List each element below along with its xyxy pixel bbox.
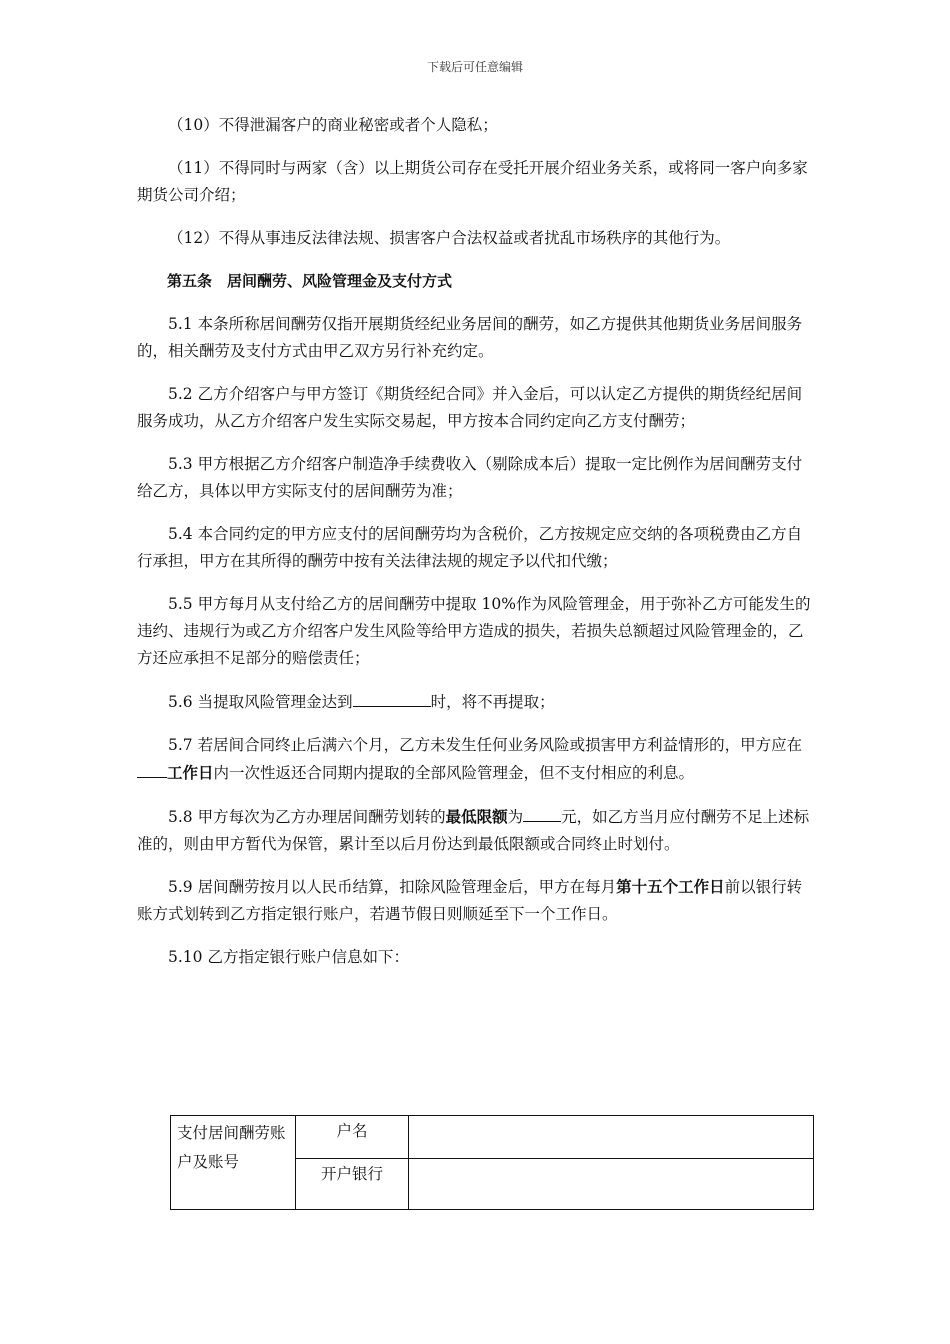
table-row — [171, 1116, 814, 1159]
refund-days-blank[interactable] — [137, 759, 167, 778]
account-name-label: 户名 — [296, 1116, 409, 1159]
clause-5-1: 5.1 本条所称居间酬劳仅指开展期货经纪业务居间的酬劳，如乙方提供其他期货业务居间服务的，相关酬劳及支付方式由甲乙双方另行补充约定。 — [137, 315, 803, 360]
clause-5-6-text-a: 5.6 当提取风险管理金达到 — [168, 693, 353, 711]
clause-5-8 — [137, 803, 813, 858]
bank-value[interactable] — [409, 1159, 814, 1210]
clause-5-9 — [137, 874, 813, 928]
clause-5-8-text-a: 5.8 甲方每次为乙方办理居间酬劳划转的 — [168, 808, 446, 826]
clause-5-10: 5.10 乙方指定银行账户信息如下： — [168, 948, 409, 966]
article-5-heading: 第五条 居间酬劳、风险管理金及支付方式 — [167, 272, 453, 290]
clause-5-6-text-b: 时，将不再提取； — [430, 693, 555, 711]
clause-5-3: 5.3 甲方根据乙方介绍客户制造净手续费收入（剔除成本后）提取一定比例作为居间酬劳支付给乙方，具体以甲方实际支付的居间酬劳为准； — [137, 455, 803, 500]
clause-5-7-text-b: 内一次性返还合同期内提取的全部风险管理金，但不支付相应的利息。 — [213, 764, 695, 782]
clause-5-7-text-a: 5.7 若居间合同终止后满六个月，乙方未发生任何业务风险或损害甲方利益情形的，甲方应在 — [168, 736, 803, 754]
bank-account-table — [170, 1115, 814, 1210]
page-header: 下载后可任意编辑 — [426, 60, 523, 74]
account-name-value[interactable] — [409, 1116, 814, 1159]
clause-5-9-bold: 第十五个工作日 — [616, 878, 725, 896]
clause-5-9-text-a: 5.9 居间酬劳按月以人民币结算，扣除风险管理金后，甲方在每月 — [168, 878, 617, 896]
clause-item-10: （10）不得泄漏客户的商业秘密或者个人隐私； — [168, 116, 498, 134]
clause-5-8-text-b: 为 — [507, 808, 524, 826]
clause-5-7-bold: 工作日 — [167, 764, 214, 782]
bank-label: 开户银行 — [296, 1159, 409, 1210]
clause-5-8-bold: 最低限额 — [445, 808, 508, 826]
clause-5-5: 5.5 甲方每月从支付给乙方的居间酬劳中提取 10%作为风险管理金，用于弥补乙方可能发生的违约、违规行为或乙方介绍客户发生风险等给甲方造成的损失，若损失总额超过风险管理金的，乙方还应承担不足部分的赔偿责任； — [137, 595, 811, 667]
clause-5-9-text-b: 前以银行转账方式划转到乙方指定银行账户，若遇节假日则顺延至下一个工作日。 — [137, 878, 803, 923]
clause-item-12: （12）不得从事违反法律法规、损害客户合法权益或者扰乱市场秩序的其他行为。 — [168, 229, 731, 247]
clause-5-6 — [137, 688, 813, 716]
document-body — [137, 112, 813, 987]
clause-item-11: （11）不得同时与两家（含）以上期货公司存在受托开展介绍业务关系，或将同一客户向多家期货公司介绍； — [137, 159, 808, 204]
clause-5-7 — [137, 732, 813, 787]
min-amount-blank[interactable] — [523, 803, 561, 822]
clause-5-4: 5.4 本合同约定的甲方应支付的居间酬劳均为含税价，乙方按规定应交纳的各项税费由乙方自行承担，甲方在其所得的酬劳中按有关法律法规的规定予以代扣代缴； — [137, 525, 803, 570]
account-row-header: 支付居间酬劳账户及账号 — [171, 1116, 296, 1210]
clause-5-2: 5.2 乙方介绍客户与甲方签订《期货经纪合同》并入金后，可以认定乙方提供的期货经纪居间服务成功，从乙方介绍客户发生实际交易起，甲方按本合同约定向乙方支付酬劳； — [137, 385, 803, 430]
clause-5-8-text-c: 元，如乙方当月应付酬劳不足上述标准的，则由甲方暂代为保管，累计至以后月份达到最低限额或合同终止时划付。 — [137, 808, 810, 853]
risk-cap-blank[interactable] — [353, 688, 431, 707]
